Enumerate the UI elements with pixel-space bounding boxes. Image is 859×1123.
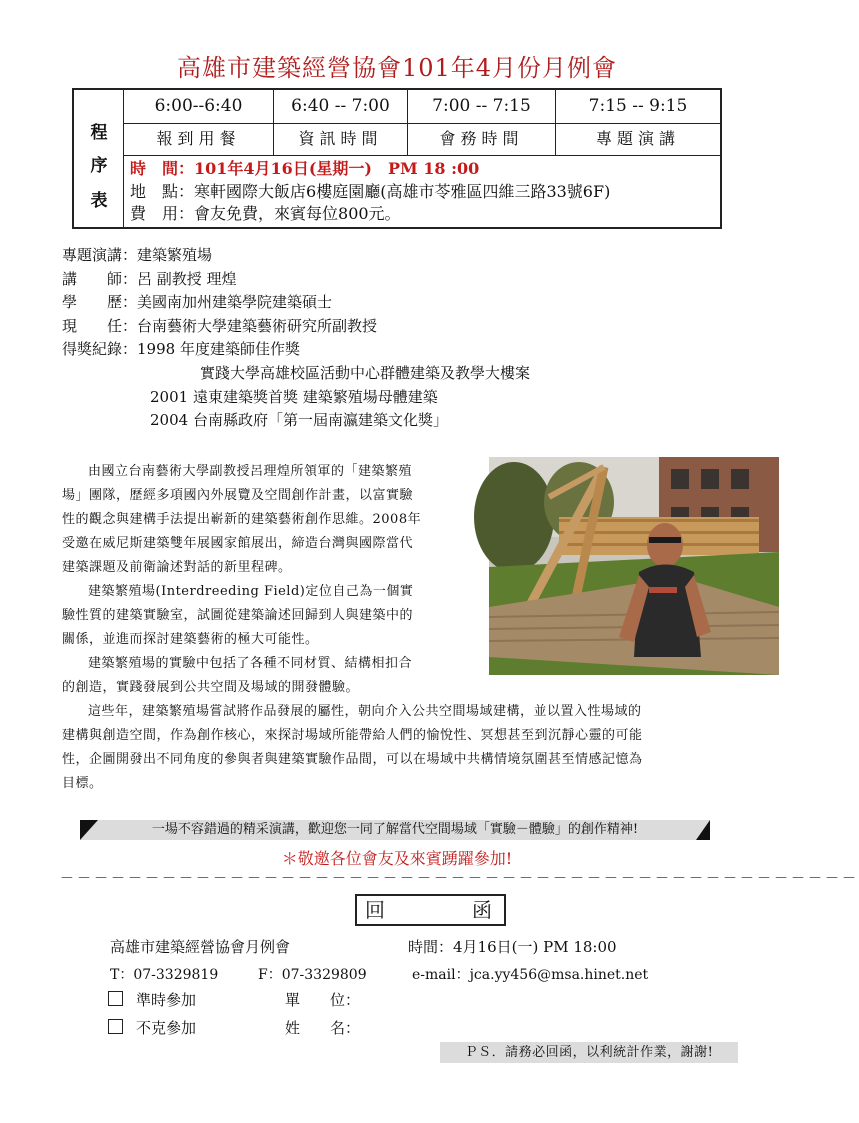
schedule-item: 資訊時間	[274, 123, 408, 155]
intro-paragraph-cont	[62, 484, 480, 580]
text-line: 的創造，實踐發展到公共空間及場域的開發體驗。	[62, 680, 360, 695]
schedule-item: 報到用餐	[124, 123, 274, 155]
time-label: 時 間：	[130, 159, 195, 178]
text-line: 性，企圖開發出不同角度的參與者與建築實驗作品間，可以在場域中共構情境氛圍甚至情感記憶為	[62, 752, 643, 767]
schedule-table	[72, 88, 722, 229]
time-slot: 7:00 -- 7:15	[408, 90, 556, 123]
award-item: 2004 台南縣政府「第一屆南瀛建築文化獎」	[150, 411, 448, 430]
field-paragraph-cont	[62, 604, 480, 652]
unit-field-label: 單 位：	[285, 991, 361, 1009]
text-line: 由國立台南藝術大學副教授呂理煌所領軍的「建築繁殖	[88, 464, 413, 479]
page-title: 高雄市建築經營協會101年4月份月例會	[176, 54, 618, 82]
text-line: 建築繁殖場(Interdreeding Field)定位自己為一個實	[88, 584, 414, 599]
recent-paragraph-cont	[62, 724, 738, 796]
text-line: 目標。	[62, 776, 103, 791]
reply-tel: T：07-3329819	[110, 967, 219, 983]
text-line: 場」團隊，歷經多項國內外展覽及空間創作計畫，以富實驗	[62, 488, 414, 503]
speaker-education: 學 歷：美國南加州建築學院建築碩士	[62, 293, 333, 312]
cut-line: －－－－－－－－－－－－－－－－－－－－－－－－－－－－－－－－－－－－－－－－－－－－－－－	[60, 871, 859, 887]
reply-email: e-mail：jca.yy456@msa.hinet.net	[412, 967, 649, 983]
text-line: 這些年，建築繁殖場嘗試將作品發展的屬性，朝向介入公共空間場域建構，並以置入性場域的	[88, 704, 642, 719]
promo-banner	[80, 820, 710, 840]
speaker-profile	[62, 244, 530, 433]
experiment-paragraph	[62, 652, 480, 676]
time-slot: 7:15 -- 9:15	[588, 96, 688, 116]
fee-value: 會友免費，來賓每位800元。	[194, 204, 401, 223]
award-item: 實踐大學高雄校區活動中心群體建築及教學大樓案	[200, 363, 531, 382]
field-paragraph	[62, 580, 480, 604]
meeting-fee	[130, 203, 714, 225]
attend-checkbox[interactable]	[108, 991, 123, 1006]
side-char: 表	[90, 191, 108, 211]
meeting-place	[130, 181, 714, 203]
speaker-photo	[489, 457, 779, 675]
speaker-awards	[62, 338, 530, 362]
meeting-time	[130, 158, 714, 180]
reply-org: 高雄市建築經營協會月例會	[110, 938, 291, 956]
reply-title-char: 函	[472, 898, 492, 922]
speaker-current: 現 任：台南藝術大學建築藝術研究所副教授	[62, 316, 378, 335]
text-line: 受邀在威尼斯建築雙年展國家館展出，締造台灣與國際當代	[62, 536, 414, 551]
banner-left-arrow-icon	[80, 820, 98, 840]
speaker-topic: 專題演講：建築繁殖場	[62, 246, 213, 264]
intro-paragraph	[62, 460, 480, 484]
schedule-side-label	[74, 90, 124, 227]
absent-label: 不克參加	[136, 1019, 197, 1037]
fee-label: 費 用：	[130, 204, 195, 223]
reply-title-box	[355, 894, 506, 926]
text-line: 建築繁殖場的實驗中包括了各種不同材質、結構相扣合	[88, 656, 413, 671]
experiment-paragraph-cont	[62, 676, 480, 700]
attend-label: 準時參加	[136, 991, 197, 1009]
time-value: 101年4月16日(星期一) PM 18 :00	[194, 159, 480, 178]
reply-title-char: 回	[365, 898, 385, 922]
award-item: 1998 年度建築師佳作獎	[137, 340, 300, 359]
recent-paragraph	[62, 700, 738, 724]
absent-checkbox[interactable]	[108, 1019, 123, 1034]
side-char: 序	[90, 156, 108, 176]
text-line: 關係，並進而探討建築藝術的極大可能性。	[62, 632, 319, 647]
banner-text: 一場不容錯過的精采演講，歡迎您一同了解當代空間場域「實驗－體驗」的創作精神!	[151, 822, 639, 837]
ps-note: ＰＳ．請務必回函，以利統計作業，謝謝!	[440, 1042, 738, 1063]
reply-fax: F：07-3329809	[258, 967, 367, 983]
schedule-item: 專題演講	[595, 129, 680, 148]
invitation-note: ＊敬邀各位會友及來賓踴躍參加!	[281, 849, 513, 868]
place-label: 地 點：	[130, 182, 195, 201]
time-slot: 6:00--6:40	[124, 90, 274, 123]
text-line: 性的觀念與建構手法提出嶄新的建築藝術創作思維。2008年	[62, 512, 422, 527]
reply-time: 時間：4月16日(一) PM 18:00	[408, 938, 617, 956]
place-value: 寒軒國際大飯店6樓庭園廳(高雄市苓雅區四維三路33號6F)	[194, 182, 611, 201]
speaker-lecturer: 講 師：呂 副教授 理煌	[62, 269, 237, 288]
text-line: 建構與創造空間，作為創作核心，來探討場域所能帶給人們的愉悅性、冥想甚至到沉靜心靈的可能	[62, 728, 643, 743]
schedule-times-row	[124, 90, 720, 124]
text-line: 建築課題及前衛論述對話的新里程碑。	[62, 560, 292, 575]
schedule-item: 會務時間	[408, 123, 556, 155]
banner-right-arrow-icon	[696, 820, 710, 840]
name-field-label: 姓 名：	[285, 1019, 361, 1037]
side-char: 程	[90, 123, 108, 143]
time-slot: 6:40 -- 7:00	[274, 90, 408, 123]
schedule-items-row	[124, 123, 720, 156]
awards-label: 得獎紀錄：	[62, 340, 138, 359]
award-item: 2001 遠東建築獎首獎 建築繁殖場母體建築	[150, 387, 438, 406]
text-line: 驗性質的建築實驗室，試圖從建築論述回歸到人與建築中的	[62, 608, 414, 623]
